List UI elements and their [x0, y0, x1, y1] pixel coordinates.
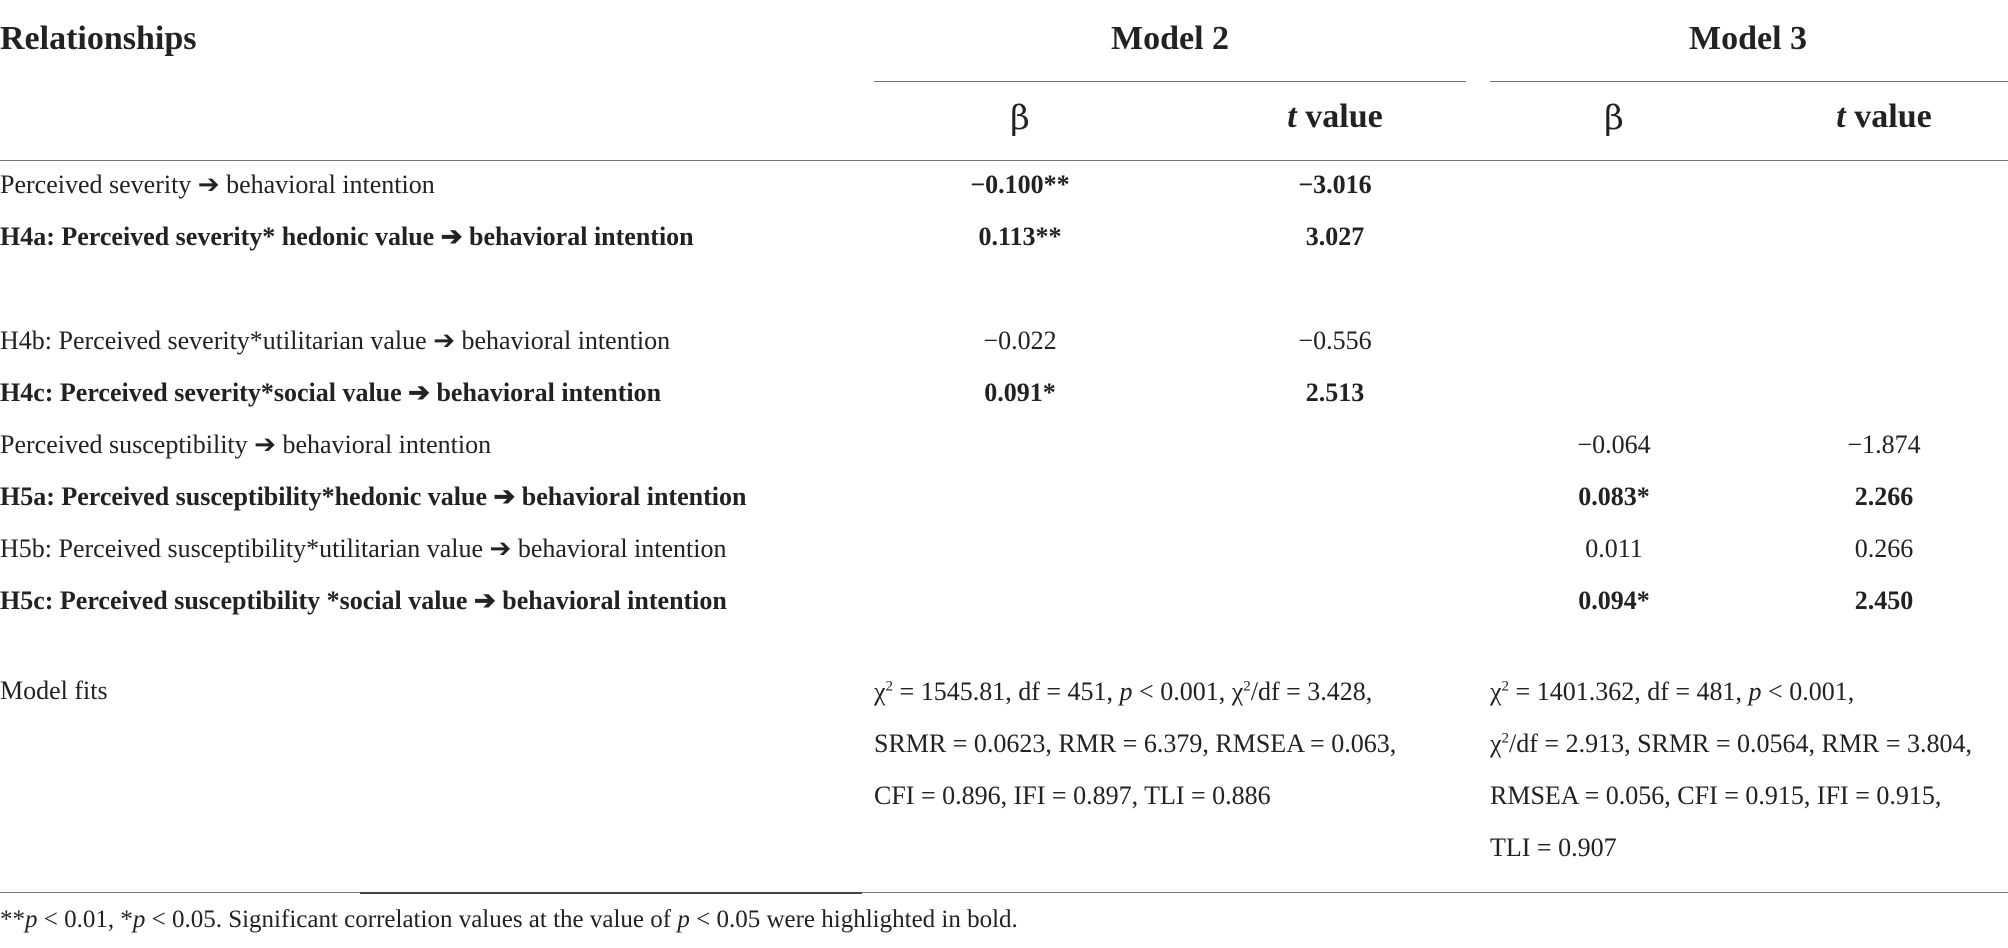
model-3-t-cell: 2.450	[1854, 586, 1914, 615]
table-footnote: **p < 0.01, *p < 0.05. Significant correlation values at the value of p < 0.05 were highlighted in bold.	[0, 906, 1018, 933]
table-bottom-accent-rule	[360, 892, 862, 894]
model-2-beta-header: β	[1010, 98, 1030, 138]
model-3-t-value-header: t value	[1836, 98, 1932, 135]
model-2-t-cell: −3.016	[1298, 170, 1372, 199]
row-label: H4b: Perceived severity*utilitarian value ➔ behavioral intention	[0, 326, 671, 355]
model-2-beta-cell: 0.113**	[978, 222, 1062, 251]
model-2-t-value-header: t value	[1287, 98, 1383, 135]
row-label: H5b: Perceived susceptibility*utilitarian value ➔ behavioral intention	[0, 534, 727, 563]
model-2-t-cell: 2.513	[1305, 378, 1365, 407]
model-2-beta-cell: 0.091*	[984, 378, 1056, 407]
model-2-underline	[874, 81, 1466, 82]
row-label: Perceived severity ➔ behavioral intention	[0, 170, 435, 199]
model-2-fit-indices: $\chi^2 = 1545.81$, df = 451, p < 0.001, $\chi^2/df = 3.428$, SRMR = 0.0623, RMR = 6.379, RMSEA = 0.063, CFI = 0.896, IFI = 0.897, TLI = 0.886	[874, 677, 1397, 810]
model-3-t-cell: 0.266	[1854, 534, 1914, 563]
model-3-t-cell: 2.266	[1854, 482, 1914, 511]
header-relationships: Relationships	[0, 20, 197, 57]
model-2-beta-cell: −0.022	[983, 326, 1057, 355]
header-model-3: Model 3	[1688, 20, 1808, 57]
header-model-2: Model 2	[1110, 20, 1230, 57]
row-label: Perceived susceptibility ➔ behavioral intention	[0, 430, 492, 459]
header-bottom-rule	[0, 160, 2008, 161]
model-3-beta-header: β	[1604, 98, 1624, 138]
model-3-beta-cell: −0.064	[1577, 430, 1651, 459]
model-3-underline	[1490, 81, 2008, 82]
row-label: H4a: Perceived severity* hedonic value ➔ behavioral intention	[0, 222, 694, 251]
model-3-t-cell: −1.874	[1847, 430, 1921, 459]
row-label: H5c: Perceived susceptibility *social value ➔ behavioral intention	[0, 586, 727, 615]
model-fits-label: Model fits	[0, 676, 108, 705]
model-3-beta-cell: 0.094*	[1578, 586, 1650, 615]
model-3-fit-indices: $\chi^2 = 1401.362$, df = 481, p < 0.001, $\chi^2/df = 2.913$, SRMR = 0.0564, RMR = 3.804, RMSEA = 0.056, CFI = 0.915, IFI = 0.915, TLI = 0.907	[1490, 677, 1972, 862]
model-2-beta-cell: −0.100**	[970, 170, 1070, 199]
model-3-beta-cell: 0.083*	[1578, 482, 1650, 511]
model-2-t-cell: 3.027	[1305, 222, 1365, 251]
model-2-t-cell: −0.556	[1298, 326, 1372, 355]
model-3-beta-cell: 0.011	[1585, 534, 1643, 563]
row-label: H4c: Perceived severity*social value ➔ behavioral intention	[0, 378, 662, 407]
table-bottom-rule	[0, 892, 2008, 893]
row-label: H5a: Perceived susceptibility*hedonic value ➔ behavioral intention	[0, 482, 747, 511]
